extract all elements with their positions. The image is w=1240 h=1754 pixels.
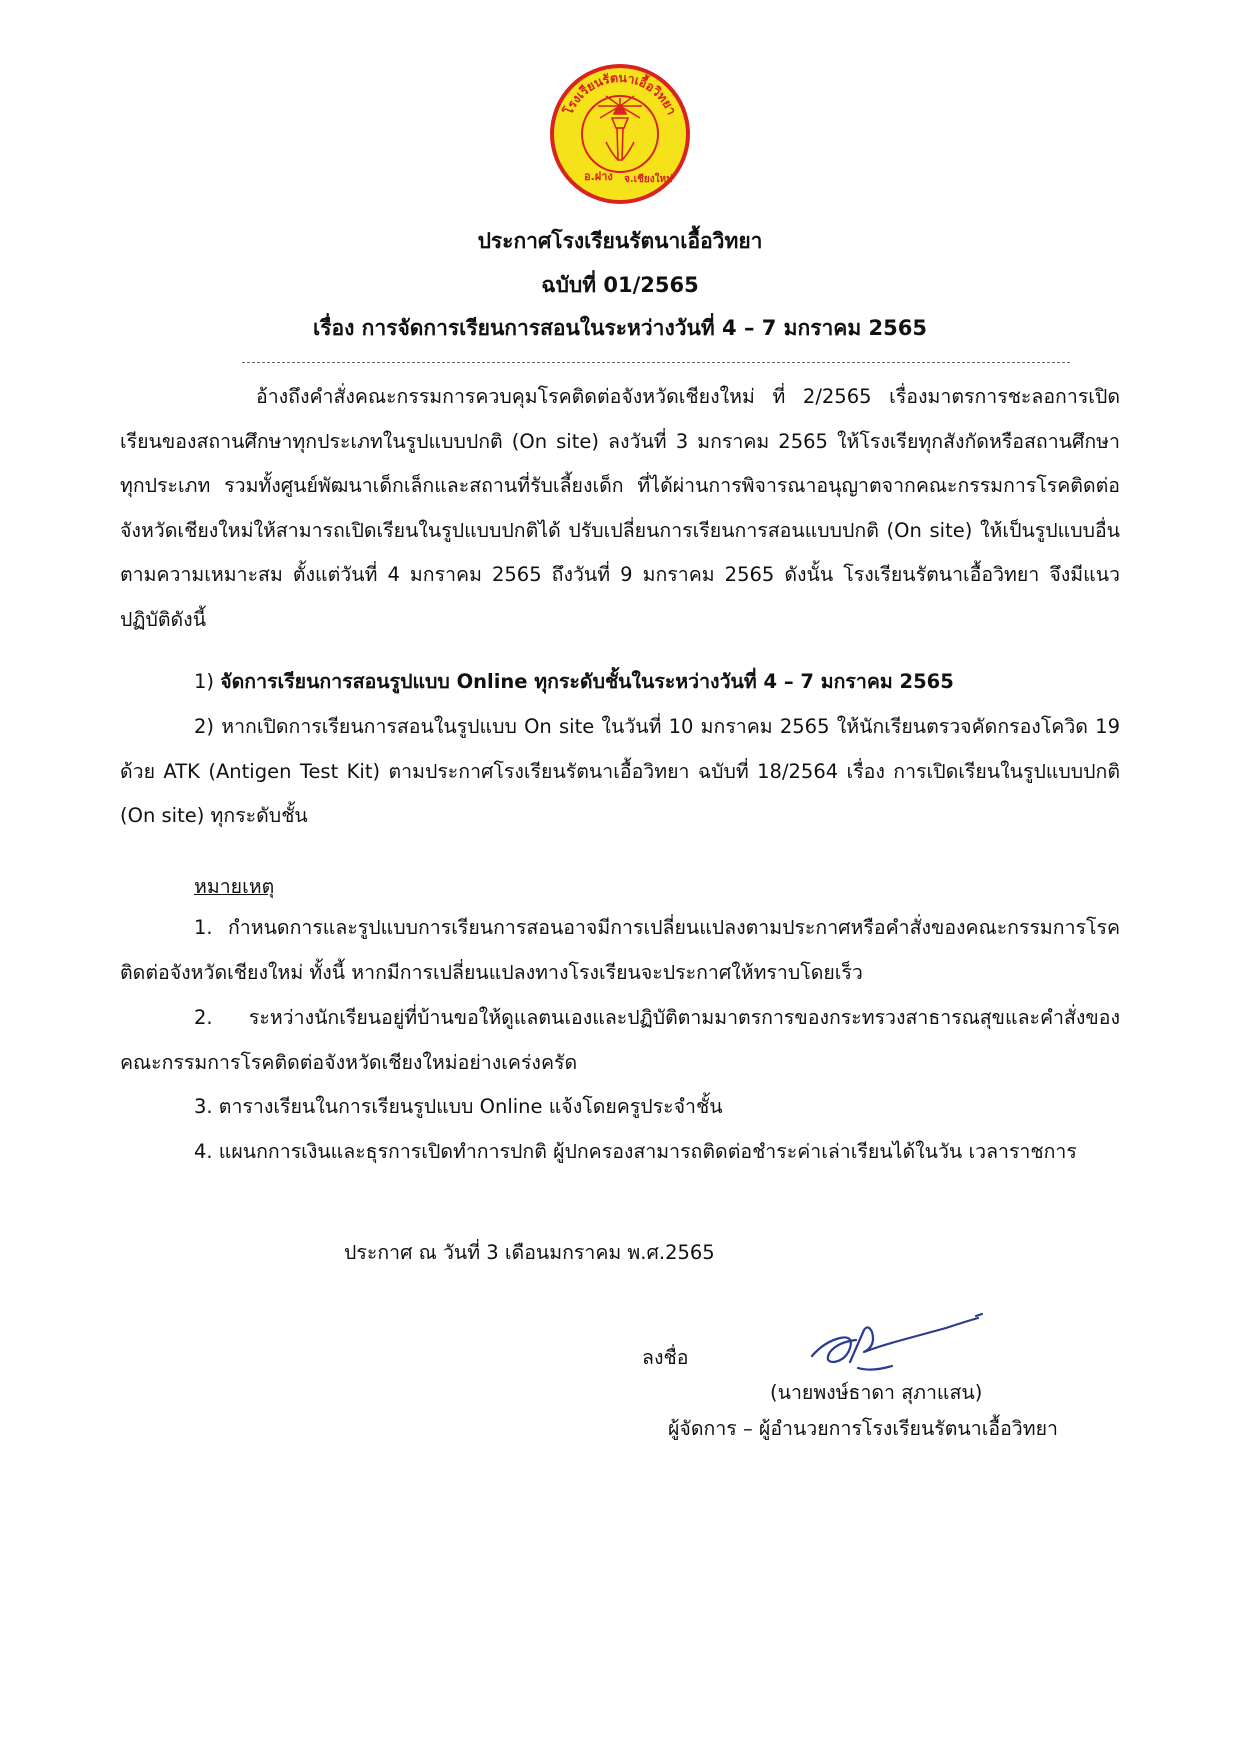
- seal-bottom-left-text: อ.ฝาง: [584, 170, 613, 183]
- announcement-title: ประกาศโรงเรียนรัตนาเอื้อวิทยา: [477, 229, 763, 253]
- directive-item-1-text: จัดการเรียนการสอนรูปแบบ Online ทุกระดับชั้นในระหว่างวันที่ 4 – 7 มกราคม 2565: [220, 670, 954, 693]
- signature-image: [806, 1302, 986, 1382]
- note-item-1: 1. กำหนดการและรูปแบบการเรียนการสอนอาจมีการเปลี่ยนแปลงตามประกาศหรือคำสั่งของคณะกรรมการโรคติดต่อจังหวัดเชียงใหม่ ทั้งนี้ หากมีการเปลี่ยนแปลงทางโรงเรียนจะประกาศให้ทราบโดยเร็ว: [120, 916, 1120, 984]
- signed-label: ลงชื่อ: [642, 1346, 689, 1369]
- seal-top-text: โรงเรียนรัตนาเอื้อวิทยา: [560, 69, 680, 117]
- signer-name: (นายพงษ์ธาดา สุภาแสน): [770, 1381, 983, 1404]
- note-item-3: 3. ตารางเรียนในการเรียนรูปแบบ Online แจ้งโดยครูประจำชั้น: [194, 1095, 723, 1118]
- announcement-issue-number: ฉบับที่ 01/2565: [541, 273, 699, 297]
- announcement-date: ประกาศ ณ วันที่ 3 เดือนมกราคม พ.ศ.2565: [344, 1241, 715, 1264]
- header-divider: [242, 362, 1070, 363]
- directive-item-1: [120, 660, 1120, 705]
- announcement-subject: เรื่อง การจัดการเรียนการสอนในระหว่างวันที่ 4 – 7 มกราคม 2565: [313, 316, 927, 340]
- intro-paragraph: อ้างถึงคำสั่งคณะกรรมการควบคุมโรคติดต่อจังหวัดเชียงใหม่ ที่ 2/2565 เรื่องมาตรการชะลอการเปิดเรียนของสถานศึกษาทุกประเภทในรูปแบบปกติ (On site) ลงวันที่ 3 มกราคม 2565 ให้โรงเรียทุกสังกัดหรือสถานศึกษาทุกประเภท รวมทั้งศูนย์พัฒนาเด็กเล็กและสถานที่รับเลี้ยงเด็ก ที่ได้ผ่านการพิจารณาอนุญาตจากคณะกรรมการโรคติดต่อจังหวัดเชียงใหม่ให้สามารถเปิดเรียนในรูปแบบปกติได้ ปรับเปลี่ยนการเรียนการสอนแบบปกติ (On site) ให้เป็นรูปแบบอื่นตามความเหมาะสม ตั้งแต่วันที่ 4 มกราคม 2565 ถึงวันที่ 9 มกราคม 2565 ดังนั้น โรงเรียนรัตนาเอื้อวิทยา จึงมีแนวปฏิบัติดังนี้: [120, 385, 1120, 631]
- seal-bottom-right-text: จ.เชียงใหม่: [624, 174, 673, 185]
- directive-item-2: 2) หากเปิดการเรียนการสอนในรูปแบบ On site ในวันที่ 10 มกราคม 2565 ให้นักเรียนตรวจคัดกรองโควิด 19 ด้วย ATK (Antigen Test Kit) ตามประกาศโรงเรียนรัตนาเอื้อวิทยา ฉบับที่ 18/2564 เรื่อง การเปิดเรียนในรูปแบบปกติ (On site) ทุกระดับชั้น: [120, 715, 1120, 828]
- notes-heading: หมายเหตุ: [194, 875, 275, 898]
- school-seal-logo: [548, 62, 692, 206]
- directive-item-1-number: 1): [194, 670, 215, 693]
- note-item-4: 4. แผนกการเงินและธุรการเปิดทำการปกติ ผู้ปกครองสามารถติดต่อชำระค่าเล่าเรียนได้ในวัน เวลาราชการ: [194, 1140, 1077, 1163]
- signer-position: ผู้จัดการ – ผู้อำนวยการโรงเรียนรัตนาเอื้อวิทยา: [668, 1417, 1058, 1440]
- note-item-2: 2. ระหว่างนักเรียนอยู่ที่บ้านขอให้ดูแลตนเองและปฏิบัติตามมาตรการของกระทรวงสาธารณสุขและคำสั่งของคณะกรรมการโรคติดต่อจังหวัดเชียงใหม่อย่างเคร่งครัด: [120, 1006, 1120, 1074]
